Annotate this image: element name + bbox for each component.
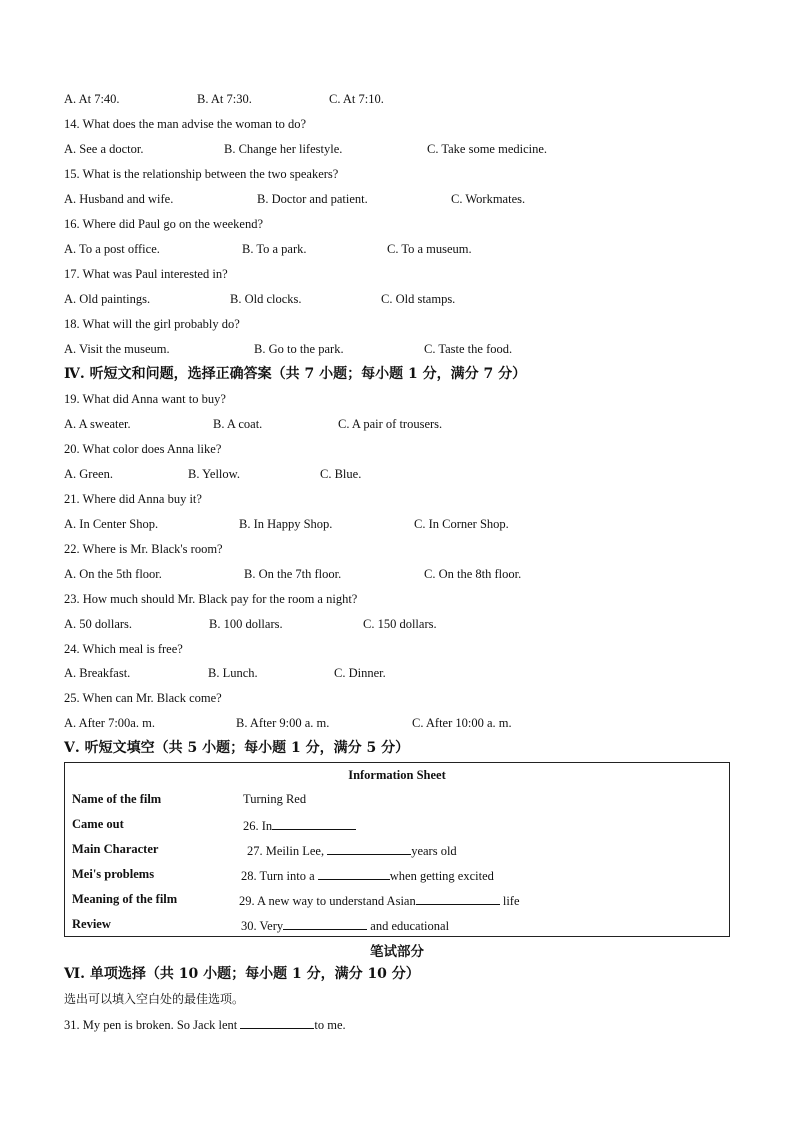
- q21-option-c: C. In Corner Shop.: [414, 517, 509, 531]
- q17-option-a: A. Old paintings.: [64, 292, 151, 306]
- q21-stem: 21. Where did Anna buy it?: [64, 492, 202, 506]
- q23-option-c: C. 150 dollars.: [363, 617, 437, 631]
- q18-stem: 18. What will the girl probably do?: [64, 317, 240, 331]
- answer-blank-31[interactable]: [240, 1016, 314, 1029]
- answer-blank-27[interactable]: [327, 842, 411, 855]
- q14-option-c: C. Take some medicine.: [427, 142, 548, 156]
- q15-option-a: A. Husband and wife.: [64, 192, 174, 206]
- q24-option-b: B. Lunch.: [208, 666, 258, 680]
- info-key: Name of the film: [72, 792, 162, 806]
- q20-option-b: B. Yellow.: [188, 467, 240, 481]
- q24-stem: 24. Which meal is free?: [64, 642, 183, 656]
- section-4-heading: Ⅳ. 听短文和问题，选择正确答案（共 7 小题；每小题 1 分，满分 7 分）: [64, 366, 527, 382]
- q16-option-a: A. To a post office.: [64, 242, 160, 256]
- q25-option-c: C. After 10:00 a. m.: [412, 716, 512, 730]
- info-value-suffix: when getting excited: [389, 869, 494, 883]
- info-value-suffix: years old: [411, 844, 457, 858]
- section-5-heading: Ⅴ. 听短文填空（共 5 小题；每小题 1 分，满分 5 分）: [64, 740, 410, 756]
- q17-stem: 17. What was Paul interested in?: [64, 267, 228, 281]
- q16-option-c: C. To a museum.: [387, 242, 472, 256]
- information-sheet: [64, 762, 730, 937]
- q24-option-a: A. Breakfast.: [64, 666, 131, 680]
- q21-option-a: A. In Center Shop.: [64, 517, 159, 531]
- q14-option-b: B. Change her lifestyle.: [224, 142, 343, 156]
- info-key: Came out: [72, 817, 124, 831]
- q15-option-b: B. Doctor and patient.: [257, 192, 368, 206]
- q14-stem: 14. What does the man advise the woman to do?: [64, 117, 307, 131]
- q13-option-c: C. At 7:10.: [329, 92, 384, 106]
- info-key: Meaning of the film: [72, 892, 178, 906]
- q23-stem: 23. How much should Mr. Black pay for the room a night?: [64, 592, 358, 606]
- q20-stem: 20. What color does Anna like?: [64, 442, 222, 456]
- q22-option-b: B. On the 7th floor.: [244, 567, 342, 581]
- q20-option-c: C. Blue.: [320, 467, 362, 481]
- info-value-suffix: and educational: [370, 919, 450, 933]
- answer-blank-29[interactable]: [416, 892, 500, 905]
- q23-option-b: B. 100 dollars.: [209, 617, 283, 631]
- section-6-heading: Ⅵ. 单项选择（共 10 小题；每小题 1 分，满分 10 分）: [64, 966, 420, 982]
- info-key: Main Character: [72, 842, 159, 856]
- q14-option-a: A. See a doctor.: [64, 142, 144, 156]
- q13-option-a: A. At 7:40.: [64, 92, 120, 106]
- q25-option-b: B. After 9:00 a. m.: [236, 716, 330, 730]
- q22-option-a: A. On the 5th floor.: [64, 567, 162, 581]
- q31-stem: [64, 1016, 346, 1033]
- q20-option-a: A. Green.: [64, 467, 113, 481]
- q15-option-c: C. Workmates.: [451, 192, 526, 206]
- q13-option-b: B. At 7:30.: [197, 92, 252, 106]
- q19-option-c: C. A pair of trousers.: [338, 417, 443, 431]
- q17-option-c: C. Old stamps.: [381, 292, 456, 306]
- info-value: 29. A new way to understand Asian: [239, 894, 416, 908]
- q24-option-c: C. Dinner.: [334, 666, 386, 680]
- q16-option-b: B. To a park.: [242, 242, 307, 256]
- q19-option-b: B. A coat.: [213, 417, 263, 431]
- q17-option-b: B. Old clocks.: [230, 292, 302, 306]
- q18-option-a: A. Visit the museum.: [64, 342, 170, 356]
- q21-option-b: B. In Happy Shop.: [239, 517, 333, 531]
- q18-option-c: C. Taste the food.: [424, 342, 513, 356]
- q19-stem: 19. What did Anna want to buy?: [64, 392, 226, 406]
- q31-stem-pre: 31. My pen is broken. So Jack lent: [64, 1018, 238, 1032]
- info-key: Review: [72, 917, 111, 931]
- q22-option-c: C. On the 8th floor.: [424, 567, 522, 581]
- info-key: Mei's problems: [72, 867, 155, 881]
- q18-option-b: B. Go to the park.: [254, 342, 344, 356]
- q19-option-a: A. A sweater.: [64, 417, 131, 431]
- info-value: 26. In: [243, 819, 273, 833]
- answer-blank-28[interactable]: [318, 867, 390, 880]
- q23-option-a: A. 50 dollars.: [64, 617, 133, 631]
- q22-stem: 22. Where is Mr. Black's room?: [64, 542, 223, 556]
- q15-stem: 15. What is the relationship between the two speakers?: [64, 167, 339, 181]
- info-value: 30. Very: [241, 919, 284, 933]
- q31-stem-post: to me.: [314, 1018, 346, 1032]
- answer-blank-30[interactable]: [283, 917, 367, 930]
- q16-stem: 16. Where did Paul go on the weekend?: [64, 217, 264, 231]
- q25-stem: 25. When can Mr. Black come?: [64, 691, 222, 705]
- info-value: Turning Red: [243, 792, 307, 806]
- info-value: 28. Turn into a: [241, 869, 315, 883]
- section-6-instruction: 选出可以填入空白处的最佳选项。: [64, 992, 245, 1006]
- written-part-heading: 笔试部分: [370, 944, 424, 960]
- answer-blank-26[interactable]: [272, 817, 356, 830]
- info-value: 27. Meilin Lee,: [247, 844, 325, 858]
- q25-option-a: A. After 7:00a. m.: [64, 716, 155, 730]
- information-sheet-title: Information Sheet: [348, 768, 446, 782]
- info-value-suffix: life: [502, 894, 520, 908]
